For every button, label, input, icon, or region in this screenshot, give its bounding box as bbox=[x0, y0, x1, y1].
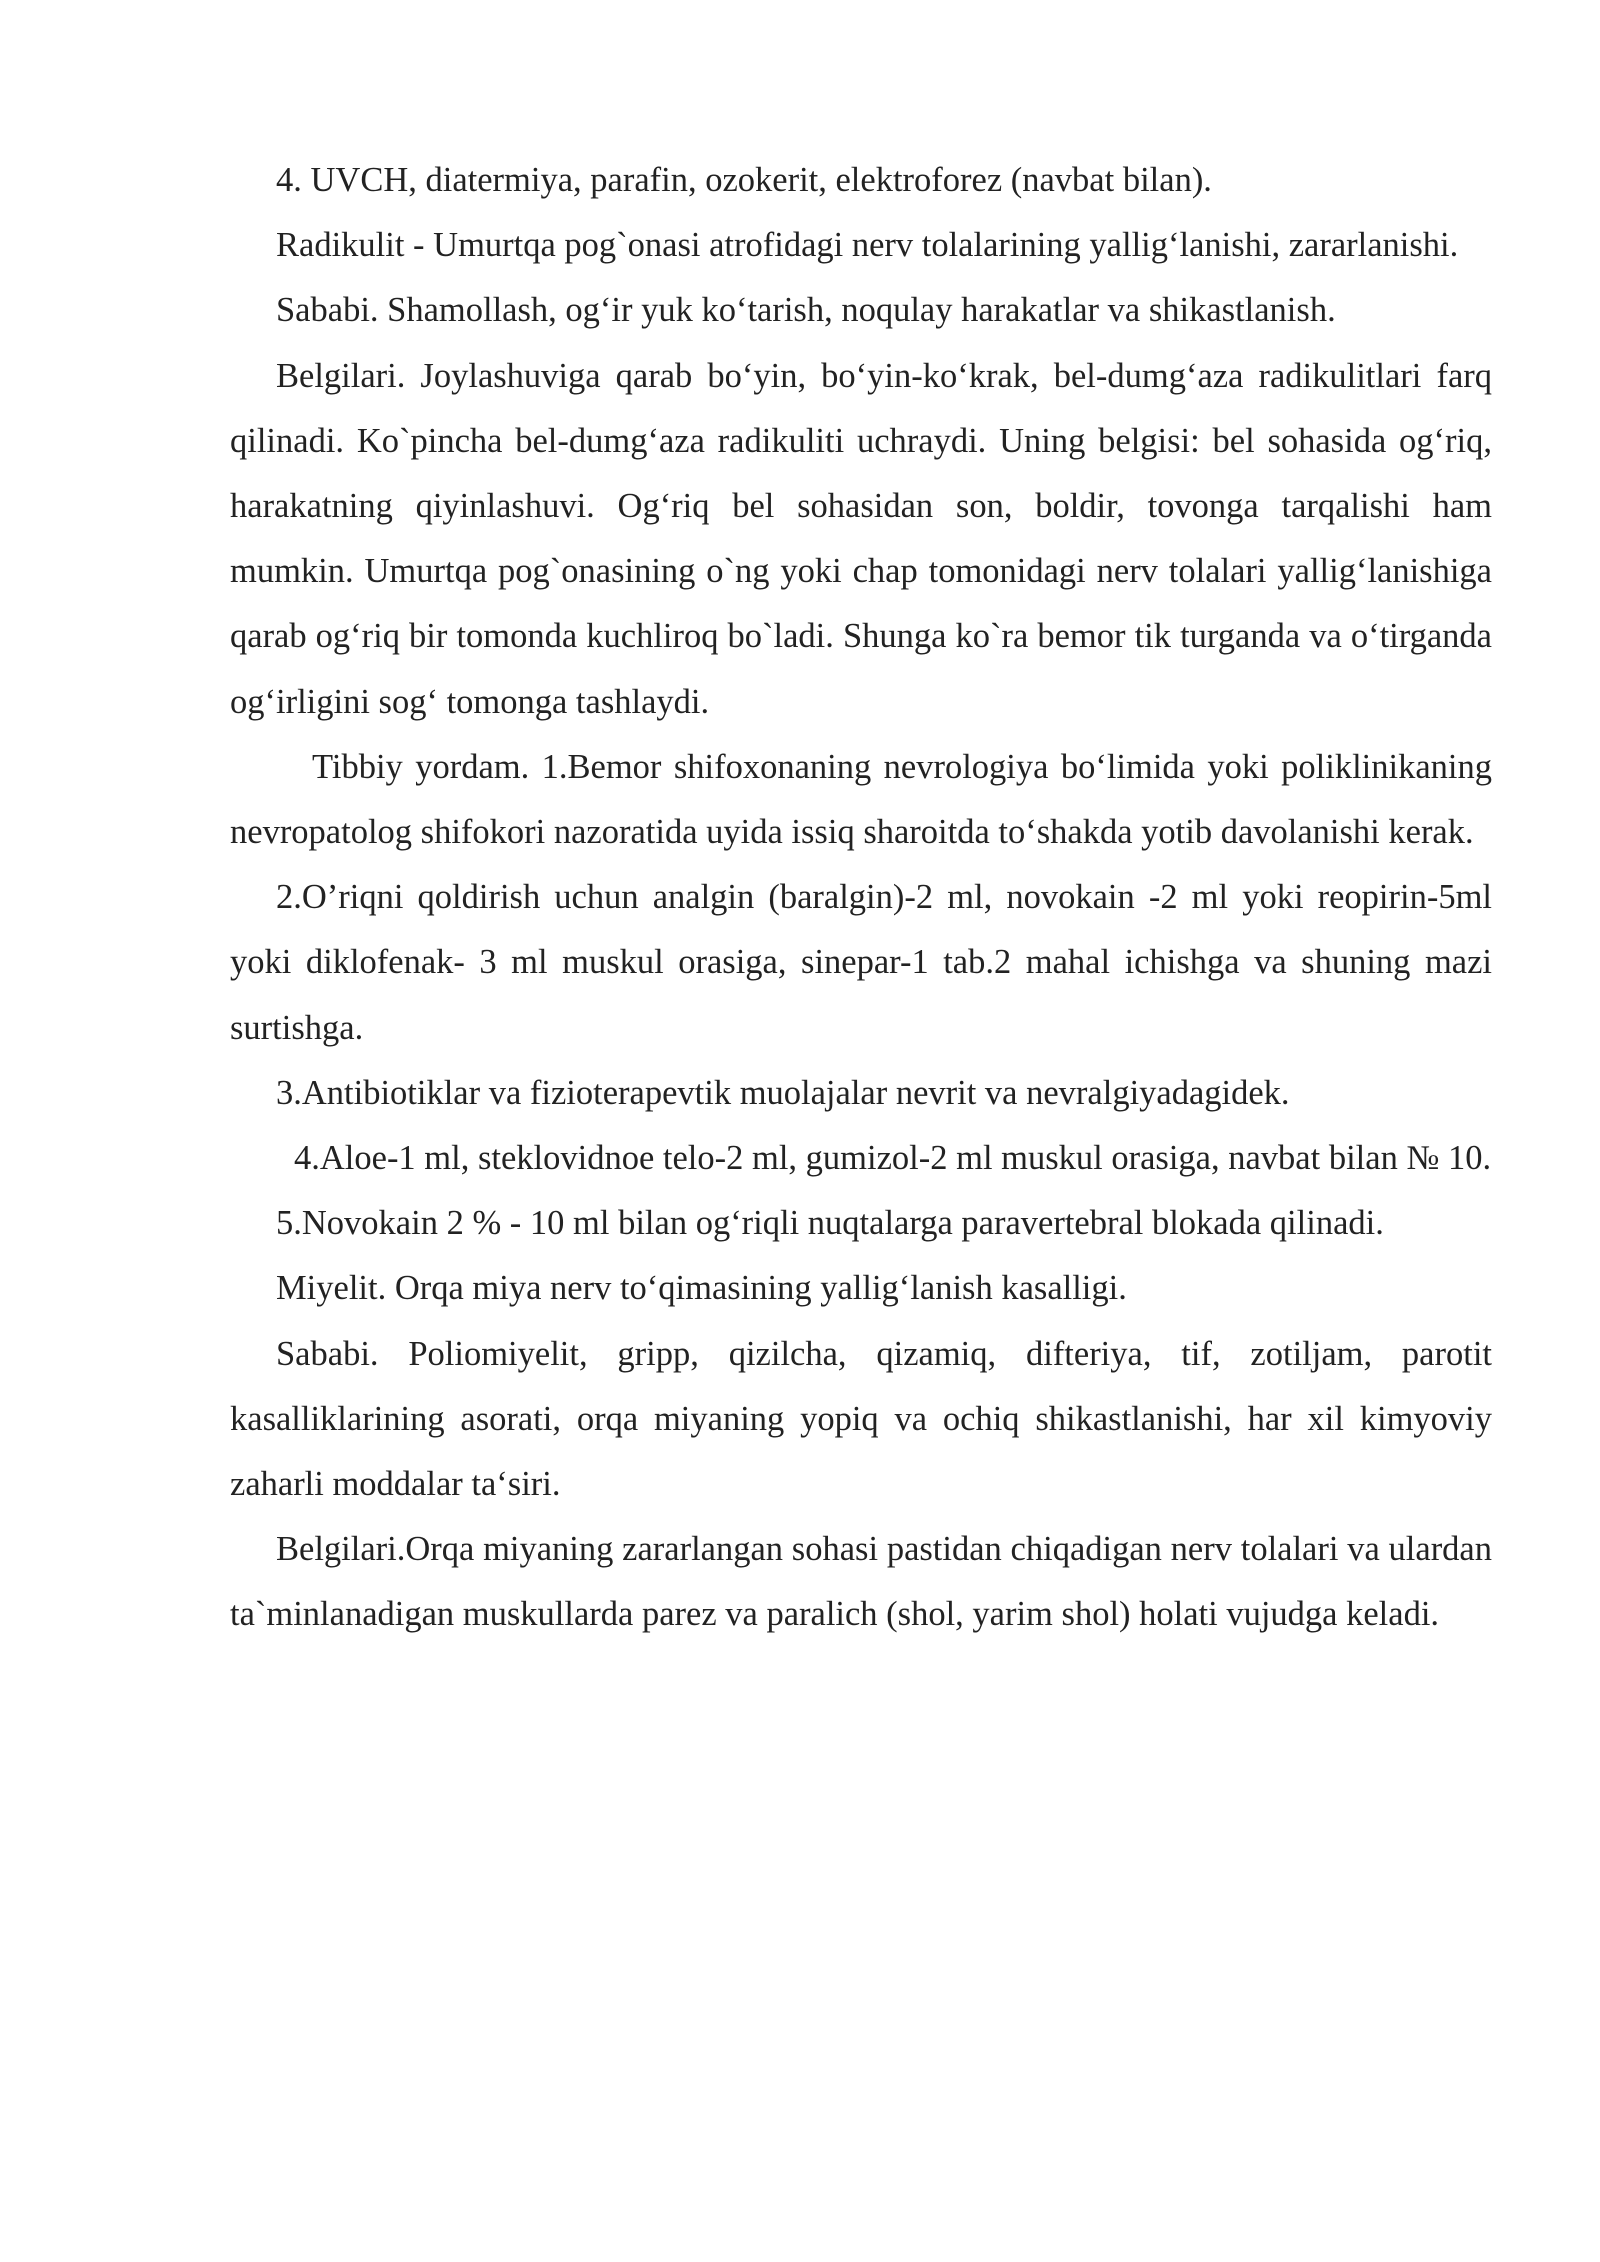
paragraph-medical-aid-5: 5.Novokain 2 % - 10 ml bilan og‘riqli nuqtalarga paravertebral blokada qilinadi. bbox=[276, 1204, 1384, 1243]
paragraph-radikulit-cause: Sababi. Shamollash, og‘ir yuk ko‘tarish, noqulay harakatlar va shikastlanish. bbox=[276, 291, 1336, 330]
paragraph-medical-aid-4: 4.Aloe-1 ml, steklovidnoe telo-2 ml, gumizol-2 ml muskul orasiga, navbat bilan № 10. bbox=[294, 1139, 1492, 1178]
paragraph-miyelit-definition: Miyelit. Orqa miya nerv to‘qimasining yallig‘lanish kasalligi. bbox=[276, 1269, 1127, 1308]
paragraph-medical-aid-2: 2.O’riqni qoldirish uchun analgin (baralgin)-2 ml, novokain -2 ml yoki reopirin-5ml yoki diklofenak- 3 ml muskul orasiga, sinepar-1 tab.2 mahal ichishga va shuning mazi surtishga. bbox=[230, 878, 1492, 1047]
document-page bbox=[230, 148, 1492, 1648]
paragraph-radikulit-symptoms: Belgilari. Joylashuviga qarab bo‘yin, bo‘yin-ko‘krak, bel-dumg‘aza radikulitlari farq qilinadi. Ko`pincha bel-dumg‘aza radikuliti uchraydi. Uning belgisi: bel sohasida og‘riq, harakatning qiyinlashuvi. Og‘riq bel sohasidan son, boldir, tovonga tarqalishi ham mumkin. Umurtqa pog`onasining o`ng yoki chap tomonidagi nerv tolalari yallig‘lanishiga qarab og‘riq bir tomonda kuchliroq bo`ladi. Shunga ko`ra bemor tik turganda va o‘tirganda og‘irligini sog‘ tomonga tashlaydi. bbox=[230, 356, 1492, 721]
paragraph-radikulit-definition: Radikulit - Umurtqa pog`onasi atrofidagi nerv tolalarining yallig‘lanishi, zararlanishi. bbox=[276, 226, 1459, 265]
paragraph-miyelit-cause: Sababi. Poliomiyelit, gripp, qizilcha, qizamiq, difteriya, tif, zotiljam, parotit kasalliklarining asorati, orqa miyaning yopiq va ochiq shikastlanishi, har xil kimyoviy zaharli moddalar ta‘siri. bbox=[230, 1334, 1492, 1504]
paragraph-medical-aid-3: 3.Antibiotiklar va fizioterapevtik muolajalar nevrit va nevralgiyadagidek. bbox=[276, 1073, 1290, 1112]
paragraph-miyelit-symptoms: Belgilari.Orqa miyaning zararlangan sohasi pastidan chiqadigan nerv tolalari va ulardan ta`minlanadigan muskullarda parez va paralich (shol, yarim shol) holati vujudga keladi. bbox=[230, 1530, 1492, 1634]
paragraph-uvch: 4. UVCH, diatermiya, parafin, ozokerit, elektroforez (navbat bilan). bbox=[276, 161, 1212, 199]
paragraph-medical-aid-1: Tibbiy yordam. 1.Bemor shifoxonaning nevrologiya bo‘limida yoki poliklinikaning nevropatolog shifokori nazoratida uyida issiq sharoitda to‘shakda yotib davolanishi kerak. bbox=[230, 747, 1492, 852]
